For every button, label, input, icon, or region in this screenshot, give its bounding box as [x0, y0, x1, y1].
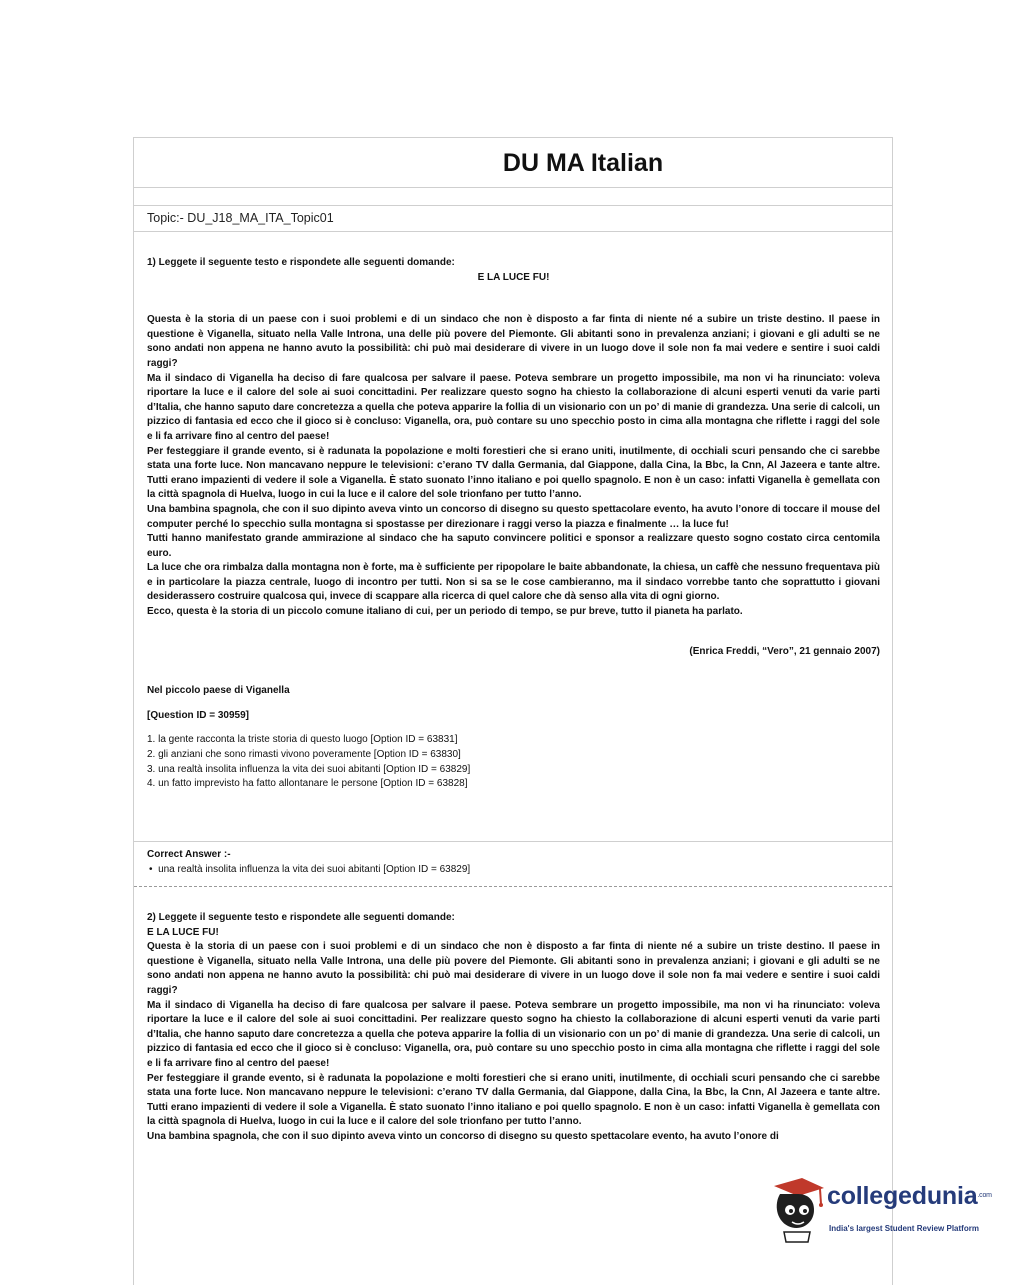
q2-paragraph: Una bambina spagnola, che con il suo dipinto aveva vinto un concorso di disegno su questo spettacolare evento, ha avuto l’onore di	[147, 1130, 779, 1142]
q1-option-2: 2. gli anziani che sono rimasti vivono poveramente [Option ID = 63830]	[147, 749, 461, 761]
collegedunia-logo	[768, 1176, 998, 1246]
page-title: DU MA Italian	[134, 138, 892, 188]
question-1	[147, 256, 880, 792]
topic-label: Topic:- DU_J18_MA_ITA_Topic01	[134, 206, 892, 232]
correct-answer-item	[147, 863, 880, 878]
q2-paragraph: Per festeggiare il grande evento, si è radunata la popolazione e molti forestieri che si erano uniti, inutilmente, di occhiali scuri pensando che ci sarebbe stata una forte luce. Non mancavano neppure le televisioni: c’erano TV dalla Germania, dal Giappone, dalla Cina, la Bbc, la Cnn, Al Jazeera e tante altre. Tutti erano impazienti di vedere il sole a Viganella. È stato suonato l’inno italiano e poi quello spagnolo. E non è un caso: infatti Viganella è gemellata con la città spagnola di Huelva, luogo in cui la luce e il calore del sole trionfano per tutto l’anno.	[147, 1072, 880, 1128]
q1-paragraph: Tutti hanno manifestato grande ammirazione al sindaco che ha saputo convincere politici e sponsor a realizzare questo sogno costato circa centomila euro.	[147, 533, 880, 559]
logo-wordmark: collegedunia$^{.com}$	[827, 1182, 992, 1210]
q1-paragraph: La luce che ora rimbalza dalla montagna non è forte, ma è sufficiente per ripopolare le baite abbandonate, la chiesa, un caffè che nessuno frequentava più e in particolare la piazza centrale, luogo di incontro per tutti. Non si sa se le cose cambieranno, ma il sindaco vorrebbe tanto che soprattutto i giovani desiderassero costruire qualcosa qui, invece di scappare alla ricerca di quel calore che dà senso alla vita di ogni giorno.	[147, 562, 880, 603]
q1-question-id: [Question ID = 30959]	[147, 709, 249, 721]
q2-paragraph: Questa è la storia di un paese con i suoi problemi e di un sindaco che non è disposto a far finta di niente né a subire un triste destino. Il paese in questione è Viganella, situato nella Valle Introna, una delle più povere del Piemonte. Gli abitanti sono in prevalenza anziani; i giovani e gli adulti se ne sono andati non appena ne hanno avuto la possibilità: chi può mai desiderare di vivere in un luogo dove il sole non fa mai vedere e sentire i suoi caldi raggi?	[147, 941, 880, 996]
document-sheet	[133, 137, 893, 1285]
q1-correct-answer-block	[147, 848, 880, 877]
q1-paragraph: Ma il sindaco di Viganella ha deciso di fare qualcosa per salvare il paese. Poteva sembrare un progetto impossibile, ma non vi ha rinunciato: voleva riportare la luce e il calore del sole ai suoi concittadini. Per realizzare questo sogno ha chiesto la collaborazione di alcuni esperti venuti da varie parti d’Italia, che hanno saputo dare concretezza a quella che poteva apparire la follia di un visionario con un po’ di manie di grandezza. Una serie di calcoli, un pizzico di fantasia ed ecco che il gioco si è concluso: Viganella, ora, può contare su uno specchio posto in cima alla montagna che riflette i raggi del sole e li fa arrivare fino al centro del paese!	[147, 372, 880, 442]
correct-answer-text: una realtà insolita influenza la vita dei suoi abitanti [Option ID = 63829]	[158, 863, 471, 875]
q1-instruction: 1) Leggete il seguente testo e rispondete alle seguenti domande:	[147, 257, 455, 268]
q1-paragraph: Questa è la storia di un paese con i suoi problemi e di un sindaco che non è disposto a far finta di niente né a subire un triste destino. Il paese in questione è Viganella, situato nella Valle Introna, una delle più povere del Piemonte. Gli abitanti sono in prevalenza anziani; i giovani e gli adulti se ne sono andati non appena ne hanno avuto la possibilità: chi può mai desiderare di vivere in un luogo dove il sole non fa mai vedere e sentire i suoi caldi raggi?	[147, 314, 880, 369]
title-spacer	[134, 188, 892, 206]
q2-passage	[147, 940, 880, 1144]
logo-tagline: India's largest Student Review Platform	[829, 1224, 979, 1233]
bullet-icon: •	[149, 863, 159, 875]
q1-option-1: 1. la gente racconta la triste storia di questo luogo [Option ID = 63831]	[147, 734, 458, 746]
q1-paragraph: Per festeggiare il grande evento, si è radunata la popolazione e molti forestieri che si erano uniti, inutilmente, di occhiali scuri pensando che ci sarebbe stata una forte luce. Non mancavano neppure le televisioni: c’erano TV dalla Germania, dal Giappone, dalla Cina, la Bbc, la Cnn, Al Jazeera e tante altre. Tutti erano impazienti di vedere il sole a Viganella. È stato suonato l’inno italiano e poi quello spagnolo. E non è un caso: infatti Viganella è gemellata con la città spagnola di Huelva, luogo in cui la luce e il calore del sole trionfano per tutto l’anno.	[147, 445, 880, 501]
q1-heading: E LA LUCE FU!	[477, 271, 550, 283]
q2-paragraph: Ma il sindaco di Viganella ha deciso di fare qualcosa per salvare il paese. Poteva sembrare un progetto impossibile, ma non vi ha rinunciato: voleva riportare la luce e il calore del sole ai suoi concittadini. Per realizzare questo sogno ha chiesto la collaborazione di alcuni esperti venuti da varie parti d’Italia, che hanno saputo dare concretezza a quella che poteva apparire la follia di un visionario con un po’ di manie di grandezza. Una serie di calcoli, un pizzico di fantasia ed ecco che il gioco si è concluso: Viganella, ora, può contare su uno specchio posto in cima alla montagna che riflette i raggi del sole e li fa arrivare fino al centro del paese!	[147, 999, 880, 1069]
q1-paragraph: Una bambina spagnola, che con il suo dipinto aveva vinto un concorso di disegno su questo spettacolare evento, ha avuto l’onore di toccare il mouse del computer perché lo specchio sulla montagna si spostasse per direzionare i raggi verso la piazza e finalmente … la luce fu!	[147, 503, 880, 530]
q1-option-4: 4. un fatto imprevisto ha fatto allontanare le persone [Option ID = 63828]	[147, 778, 468, 790]
q1-stem: Nel piccolo paese di Viganella	[147, 685, 290, 697]
q1-source-citation: (Enrica Freddi, “Vero”, 21 gennaio 2007)	[689, 645, 880, 657]
q1-passage	[147, 313, 880, 619]
answer-divider	[134, 841, 892, 842]
graduate-mascot-icon	[768, 1176, 826, 1246]
q2-instruction: 2) Leggete il seguente testo e rispondete alle seguenti domande:	[147, 912, 455, 923]
q2-heading: E LA LUCE FU!	[147, 926, 219, 938]
correct-answer-label: Correct Answer :-	[147, 849, 231, 860]
question-divider	[134, 886, 892, 887]
q1-paragraph: Ecco, questa è la storia di un piccolo comune italiano di cui, per un periodo di tempo, se pur breve, tutto il pianeta ha parlato.	[147, 606, 743, 618]
question-2	[147, 911, 880, 1145]
q1-option-3: 3. una realtà insolita influenza la vita dei suoi abitanti [Option ID = 63829]	[147, 763, 471, 775]
